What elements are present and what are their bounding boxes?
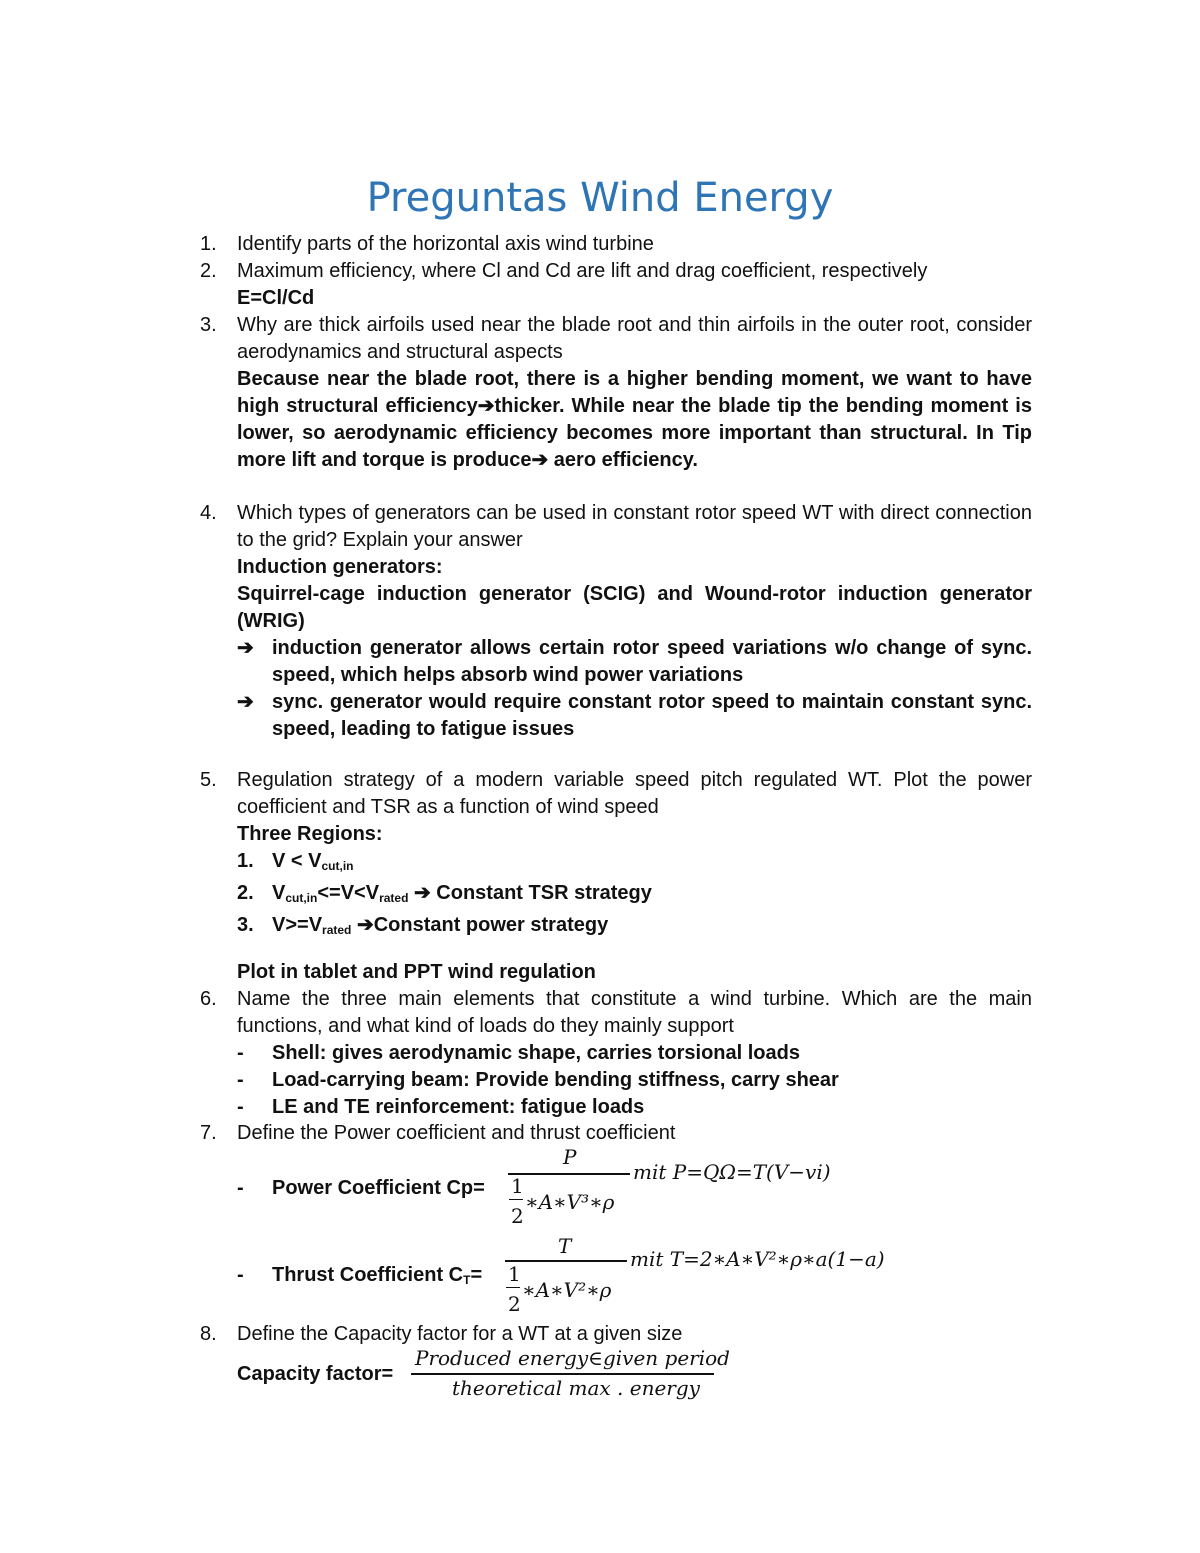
- question-text: Define the Power coefficient and thrust coefficient: [237, 1122, 676, 1144]
- capacity-factor-fraction-bar: [411, 1373, 714, 1375]
- arrow-icon: ➔: [237, 691, 254, 713]
- question-number: 5.: [200, 769, 217, 791]
- subscript: cut,in: [285, 891, 318, 905]
- cp-fraction-bar: [508, 1173, 630, 1175]
- question-number: 1.: [200, 233, 217, 255]
- question-text: Maximum efficiency, where Cl and Cd are lift and drag coefficient, respectively: [237, 260, 928, 282]
- region-number: 3.: [237, 914, 254, 936]
- answer-heading: Induction generators:: [237, 556, 443, 578]
- question-text: Identify parts of the horizontal axis wind turbine: [237, 233, 654, 255]
- region-item: [237, 912, 1032, 944]
- region-text: Constant TSR strategy: [430, 882, 652, 904]
- arrow-icon: ➔: [356, 914, 374, 936]
- capacity-factor-numerator: Produced energy∈given period: [415, 1346, 730, 1370]
- question-text: Name the three main elements that constitute a wind turbine. Which are the main functions, and what kind of loads do they mainly support: [237, 988, 1032, 1037]
- arrow-icon: ➔: [477, 395, 495, 417]
- ct-numerator: T: [558, 1234, 572, 1258]
- ct-label-eq: =: [470, 1264, 483, 1286]
- cp-label: Power Coefficient Cp=: [272, 1177, 485, 1199]
- question-text: Which types of generators can be used in constant rotor speed WT with direct connection to the grid? Explain your answer: [237, 502, 1032, 551]
- answer-part-a: Because near the blade root, there is a higher bending moment, we want to have high structural efficiency: [237, 368, 1032, 417]
- question-6: [200, 986, 1032, 1121]
- dash-bullet: -: [237, 1069, 244, 1091]
- ct-mit-expression: mit T=2∗A∗V²∗ρ∗a(1−a): [630, 1247, 885, 1271]
- plot-note: Plot in tablet and PPT wind regulation: [237, 961, 596, 983]
- question-2: [200, 258, 1032, 312]
- element-text: LE and TE reinforcement: fatigue loads: [272, 1096, 645, 1118]
- dash-bullet: -: [237, 1096, 244, 1118]
- ct-label: [272, 1264, 482, 1287]
- dash-bullet: -: [237, 1177, 244, 1199]
- cp-mit-expression: mit P=QΩ=T(V−vi): [633, 1160, 831, 1184]
- question-number: 7.: [200, 1122, 217, 1144]
- ct-half-top: 1: [508, 1262, 521, 1286]
- element-text: Load-carrying beam: Provide bending stiffness, carry shear: [272, 1069, 839, 1091]
- question-text: Define the Capacity factor for a WT at a given size: [237, 1323, 683, 1345]
- question-number: 4.: [200, 502, 217, 524]
- region-text: V: [272, 882, 286, 904]
- element-item: [237, 1067, 1032, 1094]
- dash-bullet: -: [237, 1042, 244, 1064]
- question-number: 6.: [200, 988, 217, 1010]
- element-item: [237, 1094, 1032, 1121]
- answer-point-text: induction generator allows certain rotor speed variations w/o change of sync. speed, which helps absorb wind power variations: [272, 637, 1032, 686]
- region-text: <=V<V: [317, 882, 380, 904]
- question-5: [200, 767, 1032, 986]
- ct-denominator-rest: ∗A∗V²∗ρ: [522, 1278, 612, 1302]
- ct-label-text: Thrust Coefficient C: [272, 1264, 464, 1286]
- ct-fraction-bar: [505, 1260, 627, 1262]
- capacity-factor-label: Capacity factor=: [237, 1363, 394, 1385]
- region-item: [237, 848, 1032, 880]
- arrow-icon: ➔: [531, 449, 549, 471]
- element-text: Shell: gives aerodynamic shape, carries torsional loads: [272, 1042, 800, 1064]
- cp-half-top: 1: [511, 1174, 524, 1198]
- question-1: [200, 231, 1032, 258]
- question-text: Why are thick airfoils used near the blade root and thin airfoils in the outer root, consider aerodynamics and structural aspects: [237, 314, 1032, 363]
- question-7: [200, 1120, 1032, 1147]
- region-number: 1.: [237, 850, 254, 872]
- cp-denominator-rest: ∗A∗V³∗ρ: [525, 1190, 615, 1214]
- ct-half-bar: [506, 1287, 520, 1288]
- question-text: Regulation strategy of a modern variable speed pitch regulated WT. Plot the power coefficient and TSR as a function of wind speed: [237, 769, 1032, 818]
- answer-part-c: aero efficiency.: [548, 449, 698, 471]
- answer-text: E=Cl/Cd: [237, 287, 315, 309]
- region-number: 2.: [237, 882, 254, 904]
- cp-half-bottom: 2: [511, 1204, 524, 1228]
- question-4: [200, 500, 1032, 743]
- region-text: Constant power strategy: [373, 914, 609, 936]
- question-number: 3.: [200, 314, 217, 336]
- answer-text: [237, 366, 1032, 474]
- question-number: 8.: [200, 1323, 217, 1345]
- subscript: rated: [322, 923, 352, 937]
- ct-half-bottom: 2: [508, 1292, 521, 1316]
- region-item: [237, 880, 1032, 912]
- capacity-factor-denominator: theoretical max . energy: [452, 1376, 700, 1400]
- element-item: [237, 1040, 1032, 1067]
- question-3: [200, 312, 1032, 474]
- arrow-icon: ➔: [237, 637, 254, 659]
- question-8: [200, 1321, 1032, 1348]
- document-title: Preguntas Wind Energy: [366, 175, 834, 221]
- subscript: cut,in: [321, 859, 354, 873]
- answer-text: Squirrel-cage induction generator (SCIG) and Wound-rotor induction generator (WRIG): [237, 583, 1032, 632]
- cp-numerator: P: [563, 1145, 577, 1169]
- dash-bullet: -: [237, 1264, 244, 1286]
- answer-part-b: thicker. While near the blade tip the bending moment is lower, so aerodynamic efficiency becomes more important than structural. In Tip more lift and torque is produce: [237, 395, 1032, 471]
- arrow-icon: ➔: [413, 882, 431, 904]
- region-text: V < V: [272, 850, 322, 872]
- answer-heading: Three Regions:: [237, 823, 383, 845]
- question-number: 2.: [200, 260, 217, 282]
- answer-point-text: sync. generator would require constant rotor speed to maintain constant sync. speed, leading to fatigue issues: [272, 691, 1032, 740]
- cp-half-bar: [509, 1199, 523, 1200]
- answer-point: [237, 635, 1032, 689]
- subscript: T: [463, 1273, 471, 1287]
- subscript: rated: [379, 891, 409, 905]
- answer-point: [237, 689, 1032, 743]
- region-text: V>=V: [272, 914, 323, 936]
